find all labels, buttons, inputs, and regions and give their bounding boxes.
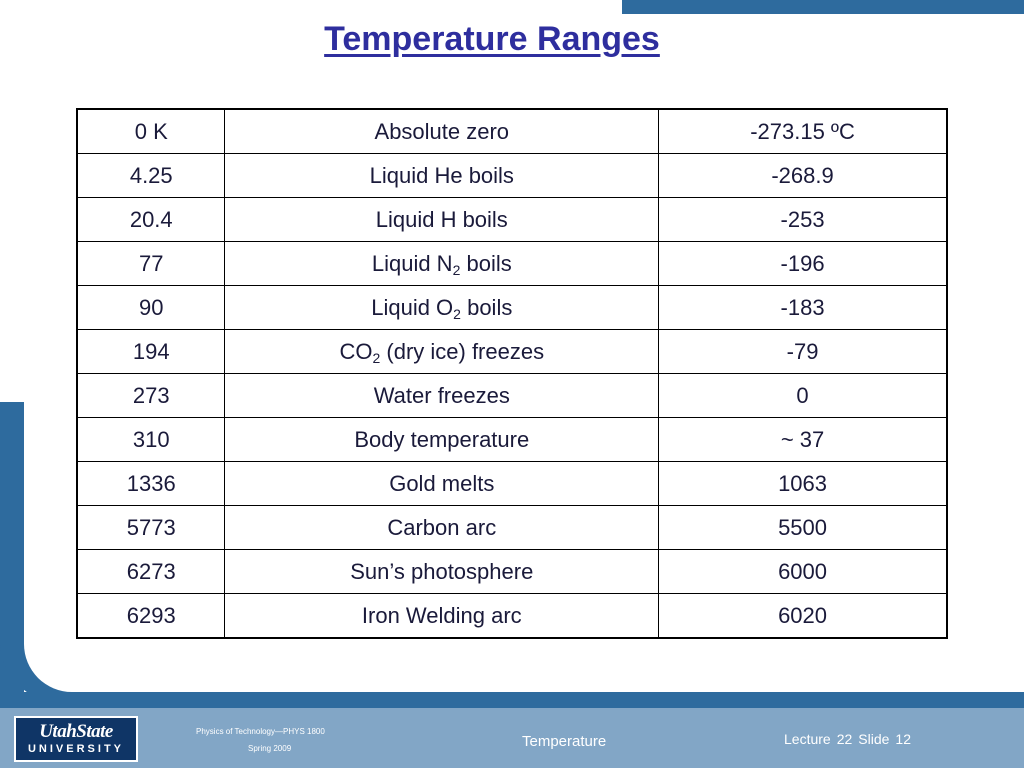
- table-row: [77, 506, 947, 550]
- slide-number: 12: [895, 731, 911, 747]
- lecture-topic: Temperature: [522, 733, 607, 750]
- table-row: [77, 418, 947, 462]
- event-text: boils: [460, 250, 512, 276]
- kelvin-cell: 0 K: [77, 109, 225, 154]
- event-text: Liquid N: [371, 250, 453, 276]
- celsius-cell: 6020: [659, 594, 947, 639]
- course-term: Spring 2009: [248, 744, 292, 753]
- kelvin-cell: 5773: [77, 506, 225, 550]
- event-text: (dry ice) freezes: [380, 338, 545, 364]
- event-cell: [225, 330, 659, 374]
- event-cell: Absolute zero: [225, 109, 659, 154]
- event-cell: Water freezes: [225, 374, 659, 418]
- celsius-cell: 1063: [659, 462, 947, 506]
- slide-title: Temperature Ranges: [324, 20, 660, 58]
- event-cell: Sun’s photosphere: [225, 550, 659, 594]
- event-text: CO: [339, 338, 373, 364]
- celsius-cell: 0: [659, 374, 947, 418]
- kelvin-cell: 6273: [77, 550, 225, 594]
- kelvin-cell: 77: [77, 242, 225, 286]
- table-row: [77, 462, 947, 506]
- event-cell: Gold melts: [225, 462, 659, 506]
- celsius-cell: -273.15 ºC: [659, 109, 947, 154]
- event-cell: Carbon arc: [225, 506, 659, 550]
- event-cell: [225, 242, 659, 286]
- celsius-cell: -183: [659, 286, 947, 330]
- lecture-label: Lecture: [784, 731, 831, 747]
- kelvin-cell: 90: [77, 286, 225, 330]
- table-row: [77, 374, 947, 418]
- kelvin-cell: 4.25: [77, 154, 225, 198]
- course-name: Physics of Technology—PHYS 1800: [196, 727, 325, 736]
- table-row: [77, 330, 947, 374]
- kelvin-cell: 1336: [77, 462, 225, 506]
- slide-number-block: [784, 731, 917, 747]
- event-cell: Body temperature: [225, 418, 659, 462]
- event-text: boils: [460, 294, 513, 320]
- event-cell: Liquid He boils: [225, 154, 659, 198]
- subscript: 2: [372, 349, 381, 366]
- celsius-cell: -253: [659, 198, 947, 242]
- subscript: 2: [453, 305, 461, 322]
- celsius-cell: ~ 37: [659, 418, 947, 462]
- lecture-number: 22: [836, 731, 853, 747]
- table-row: [77, 550, 947, 594]
- kelvin-cell: 6293: [77, 594, 225, 639]
- table-row: [77, 286, 947, 330]
- table-row: [77, 109, 947, 154]
- kelvin-cell: 273: [77, 374, 225, 418]
- kelvin-cell: 310: [77, 418, 225, 462]
- subscript: 2: [452, 261, 461, 278]
- university-logo: [14, 716, 138, 762]
- event-text: Liquid O: [371, 294, 454, 320]
- event-cell: [225, 286, 659, 330]
- table-row: [77, 594, 947, 639]
- slide-label: Slide: [858, 731, 890, 747]
- logo-wordmark: UtahState: [39, 721, 113, 742]
- top-accent-bar: [622, 0, 1024, 14]
- temperature-table: [76, 108, 948, 639]
- kelvin-cell: 194: [77, 330, 225, 374]
- celsius-cell: 6000: [659, 550, 947, 594]
- celsius-cell: -268.9: [659, 154, 947, 198]
- event-cell: Iron Welding arc: [225, 594, 659, 639]
- celsius-cell: -196: [659, 242, 947, 286]
- logo-subtitle: UNIVERSITY: [27, 743, 124, 755]
- table-row: [77, 242, 947, 286]
- celsius-cell: 5500: [659, 506, 947, 550]
- footer-accent-band: [0, 692, 1024, 708]
- table-row: [77, 198, 947, 242]
- celsius-cell: -79: [659, 330, 947, 374]
- kelvin-cell: 20.4: [77, 198, 225, 242]
- table-row: [77, 154, 947, 198]
- event-cell: Liquid H boils: [225, 198, 659, 242]
